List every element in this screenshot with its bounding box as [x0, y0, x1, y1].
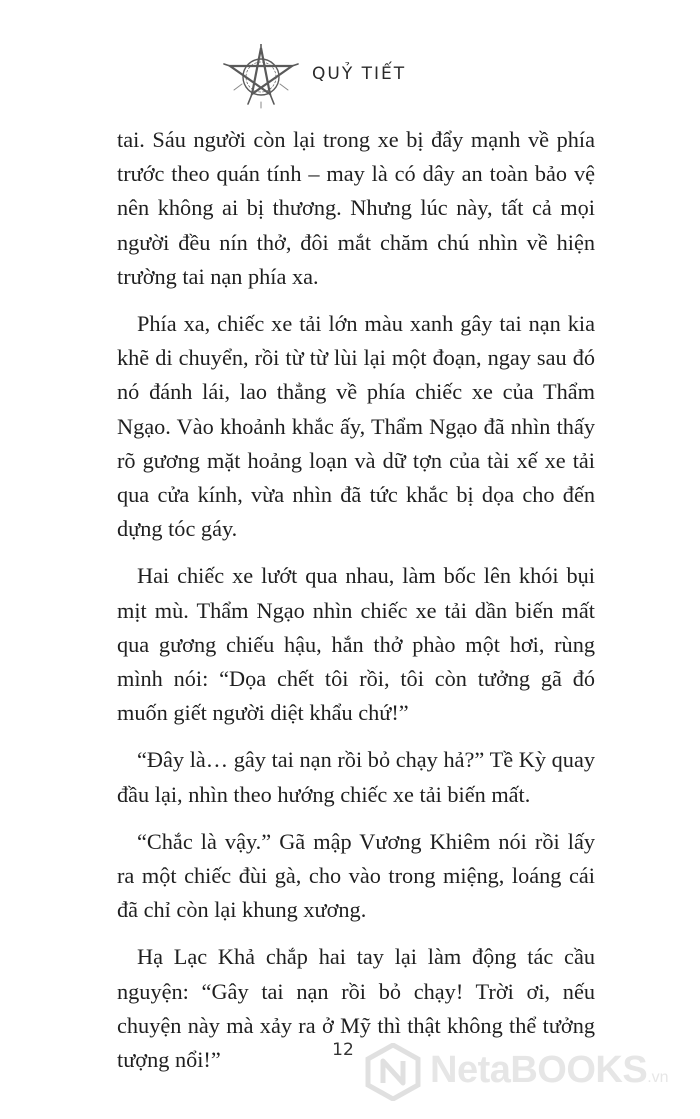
page-number: 12 [332, 1040, 354, 1060]
watermark-text [430, 1049, 669, 1092]
watermark-brand: NetaBOOKS [430, 1049, 648, 1091]
book-title: QUỶ TIẾT [312, 64, 407, 84]
paragraph: Hai chiếc xe lướt qua nhau, làm bốc lên khói bụi mịt mù. Thẩm Ngạo nhìn chiếc xe tải dần biến mất qua gương chiếu hậu, hắn thở phào một hơi, rùng mình nói: “Dọa chết tôi rồi, tôi còn tưởng gã đó muốn giết người diệt khẩu chứ!” [117, 563, 595, 726]
paragraph: tai. Sáu người còn lại trong xe bị đẩy mạnh về phía trước theo quán tính – may là có dây an toàn bảo vệ nên không ai bị thương. Nhưng lúc này, tất cả mọi người đều nín thở, đôi mắt chăm chú nhìn về hiện trường tai nạn phía xa. [117, 127, 595, 289]
pentagram-icon [222, 44, 300, 110]
paragraph: Hạ Lạc Khả chắp hai tay lại làm động tác cầu nguyện: “Gây tai nạn rồi bỏ chạy! Trời ơi, nếu chuyện này mà xảy ra ở Mỹ thì thật không thể tưởng tượng nổi!” [117, 944, 595, 1073]
page-body [117, 123, 595, 1090]
watermark [364, 1037, 694, 1107]
watermark-suffix: .vn [647, 1069, 669, 1086]
netabooks-logo-icon [364, 1043, 422, 1101]
page-header [0, 38, 700, 108]
paragraph: “Chắc là vậy.” Gã mập Vương Khiêm nói rồi lấy ra một chiếc đùi gà, cho vào trong miệng, loáng cái đã chỉ còn lại khung xương. [117, 828, 595, 923]
paragraph: Phía xa, chiếc xe tải lớn màu xanh gây tai nạn kia khẽ di chuyển, rồi từ từ lùi lại một đoạn, ngay sau đó nó đánh lái, lao thẳng về phía chiếc xe của Thẩm Ngạo. Vào khoảnh khắc ấy, Thẩm Ngạo đã nhìn thấy rõ gương mặt hoảng loạn và dữ tợn của tài xế xe tải qua cửa kính, vừa nhìn đã tức khắc bị dọa cho đến dựng tóc gáy. [117, 311, 595, 542]
paragraph: “Đây là… gây tai nạn rồi bỏ chạy hả?” Tề Kỳ quay đầu lại, nhìn theo hướng chiếc xe tải biến mất. [117, 747, 595, 807]
